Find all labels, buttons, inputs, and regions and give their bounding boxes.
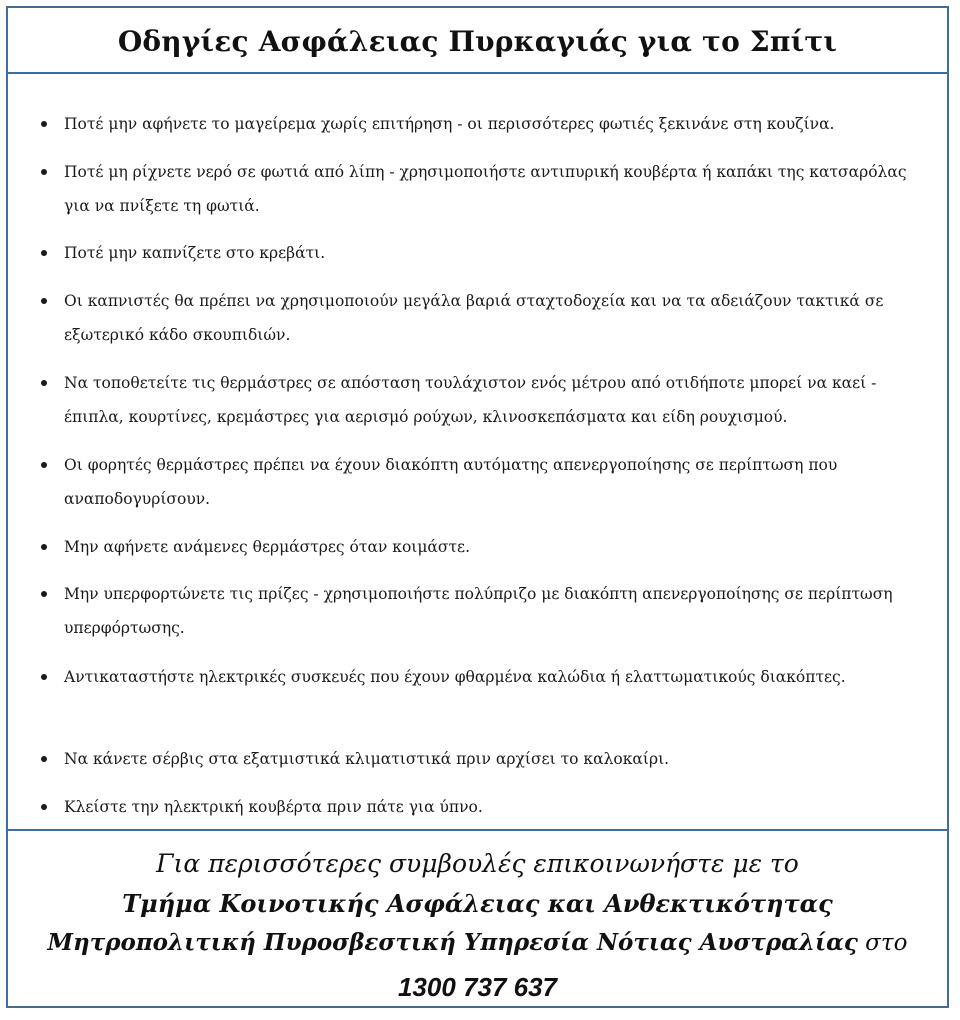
tip-item [38,236,908,270]
phone-number[interactable]: 1300 737 637 [397,972,558,1002]
bullet-icon [41,544,47,550]
tip-item [38,742,908,776]
tip-text: Οι καπνιστές θα πρέπει να χρησιμοποιούν μεγάλα βαριά σταχτοδοχεία και να τα αδειάζουν τακτικά σε εξωτερικό κάδο σκουπιδιών. [64,292,884,344]
tip-item [38,284,908,352]
tip-text: Μην υπερφορτώνετε τις πρίζες - χρησιμοποιήστε πολύπριζο με διακόπτη απενεργοποίησης σε περίπτωση υπερφόρτωσης. [64,585,893,637]
bullet-icon [41,462,47,468]
bullet-icon [41,250,47,256]
service-line [8,929,947,956]
tip-item [38,448,908,516]
contact-intro: Για περισσότερες συμβουλές επικοινωνήστε με το [156,849,799,878]
bullet-icon [41,591,47,597]
tip-item [38,107,908,141]
tip-text: Αντικαταστήστε ηλεκτρικές συσκευές που έχουν φθαρμένα καλώδια ή ελαττωματικούς διακόπτες. [64,668,846,686]
tip-text: Μην αφήνετε ανάμενες θερμάστρες όταν κοιμάστε. [64,538,471,556]
tip-text: Να τοποθετείτε τις θερμάστρες σε απόσταση τουλάχιστον ενός μέτρου από οτιδήποτε μπορεί να καεί - έπιπλα, κουρτίνες, κρεμάστρες για αερισμό ρούχων, κλινοσκεπάσματα και είδη ρουχισμού. [64,374,877,426]
tip-item [38,577,908,645]
page-title: Οδηγίες Ασφάλειας Πυρκαγιάς για το Σπίτι [117,24,838,58]
tip-text: Ποτέ μην αφήνετε το μαγείρεμα χωρίς επιτήρηση - οι περισσότερες φωτιές ξεκινάνε στη κουζίνα. [64,115,835,133]
bullet-icon [41,121,47,127]
service-suffix: στο [857,930,908,956]
service-name: Μητροπολιτική Πυροσβεστική Υπηρεσία Νότιας Αυστραλίας [47,929,858,956]
title-bar [8,8,947,74]
bullet-icon [41,756,47,762]
tips-section [8,72,947,831]
tip-text: Κλείστε την ηλεκτρική κουβέρτα πριν πάτε για ύπνο. [64,798,483,816]
bullet-icon [41,298,47,304]
contact-footer [8,831,947,1006]
bullet-icon [41,804,47,810]
tip-item [38,366,908,434]
department-name: Τμήμα Κοινοτικής Ασφάλειας και Ανθεκτικότητας [122,889,833,918]
tip-item [38,790,908,824]
bullet-icon [41,674,47,680]
bullet-icon [41,380,47,386]
tip-item [38,155,908,223]
tip-item [38,660,908,694]
tip-text: Να κάνετε σέρβις στα εξατμιστικά κλιματιστικά πριν αρχίσει το καλοκαίρι. [64,750,670,768]
tip-text: Ποτέ μην καπνίζετε στο κρεβάτι. [64,244,326,262]
tip-text: Οι φορητές θερμάστρες πρέπει να έχουν διακόπτη αυτόματης απενεργοποίησης σε περίπτωση που αναποδογυρίσουν. [64,456,838,508]
tip-item [38,530,908,564]
tip-text: Ποτέ μη ρίχνετε νερό σε φωτιά από λίπη - χρησιμοποιήστε αντιπυρική κουβέρτα ή καπάκι της κατσαρόλας για να πνίξετε τη φωτιά. [64,163,907,215]
fire-safety-notice [6,6,949,1008]
bullet-icon [41,169,47,175]
